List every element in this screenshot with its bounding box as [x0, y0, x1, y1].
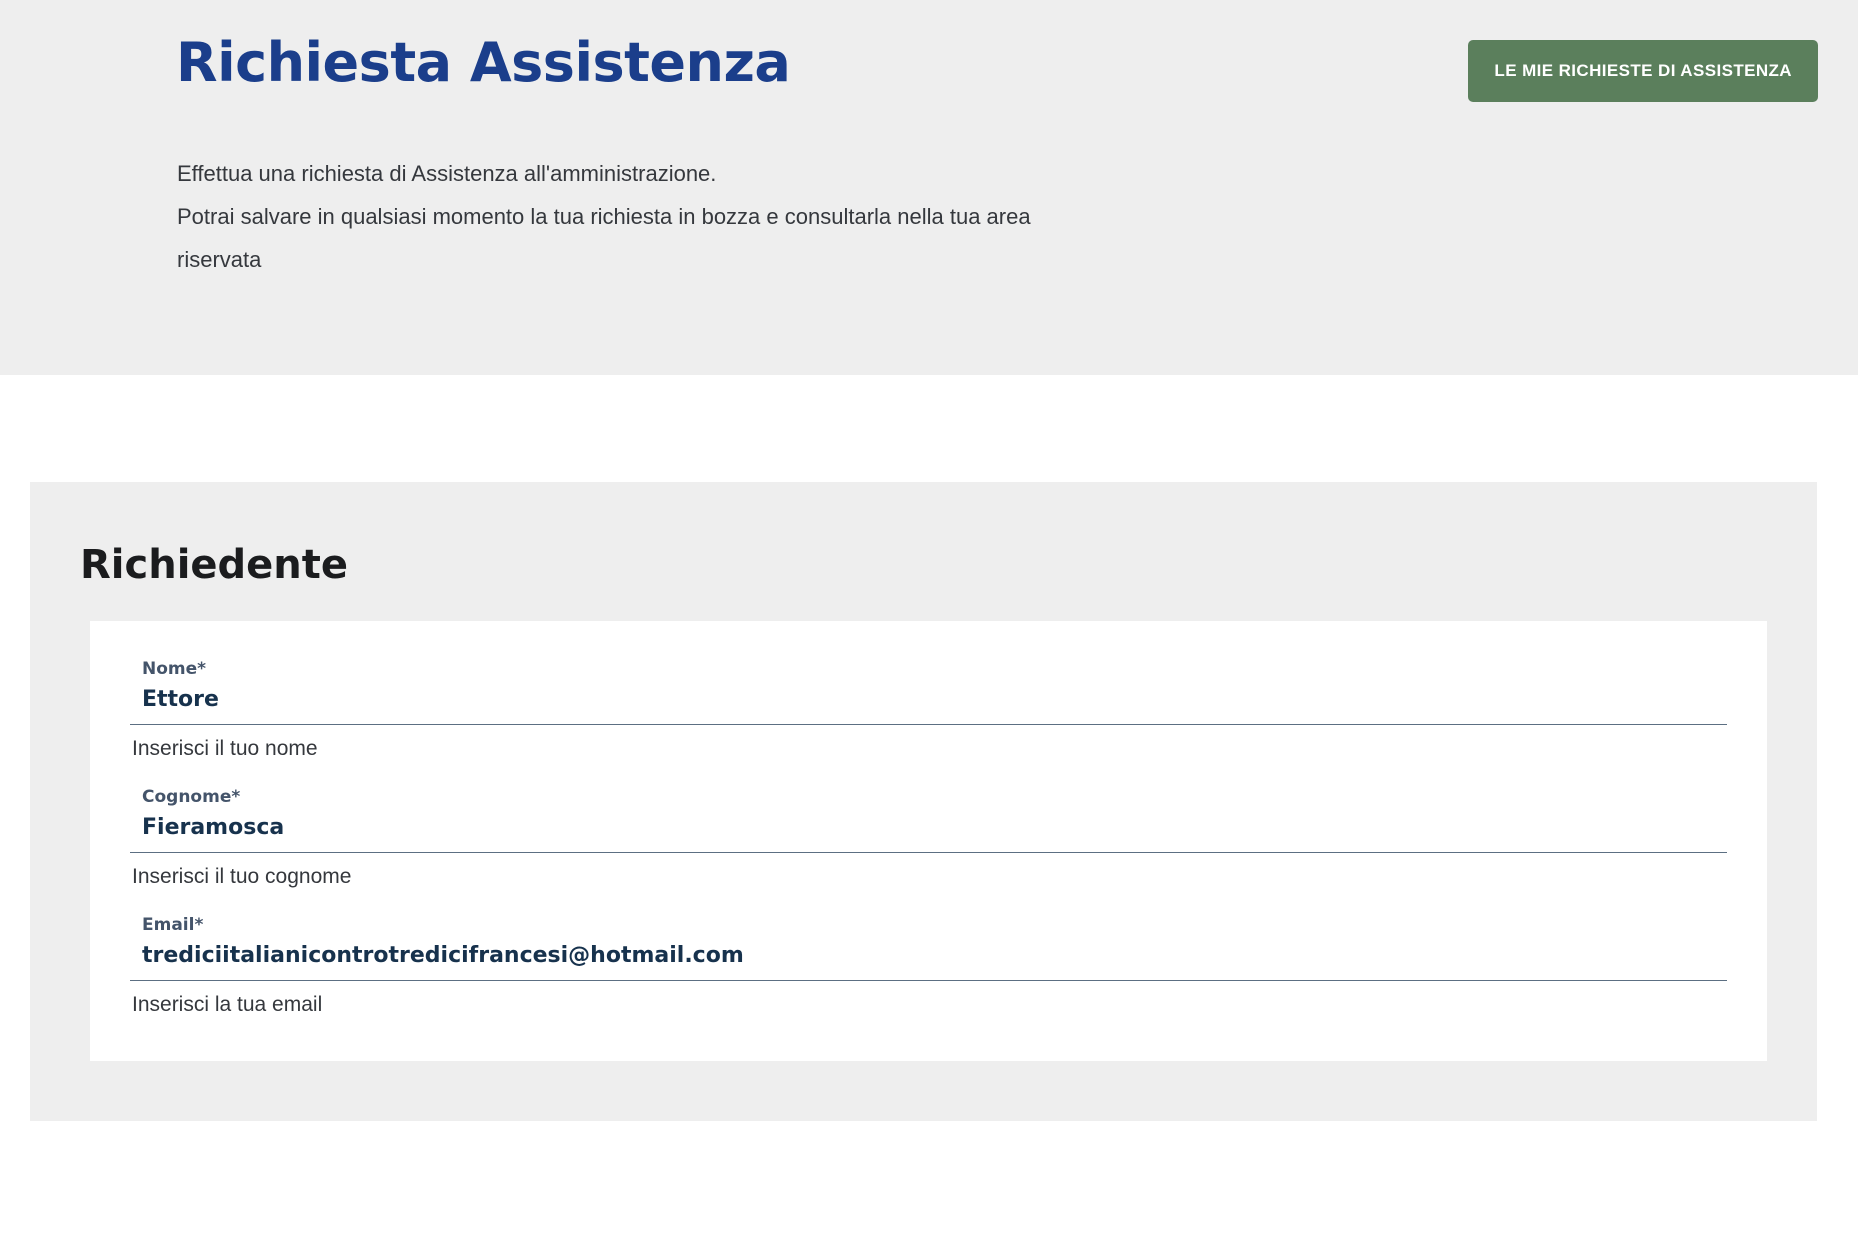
page-title: Richiesta Assistenza — [176, 31, 791, 94]
hero-description-line-1: Effettua una richiesta di Assistenza all'amministrazione. — [177, 161, 717, 186]
field-hint-nome: Inserisci il tuo nome — [132, 737, 318, 760]
hero-band — [0, 0, 1858, 375]
field-label-cognome: Cognome* — [142, 787, 241, 807]
cognome-input[interactable] — [130, 815, 1727, 853]
field-cognome — [130, 787, 1727, 889]
section-title-richiedente: Richiedente — [80, 542, 349, 588]
field-hint-email: Inserisci la tua email — [132, 993, 323, 1016]
requester-form — [90, 621, 1767, 1061]
field-label-email: Email* — [142, 915, 204, 935]
field-label-nome: Nome* — [142, 659, 207, 679]
field-nome — [130, 659, 1727, 761]
hero-description — [177, 152, 1227, 281]
field-hint-cognome: Inserisci il tuo cognome — [132, 865, 352, 888]
hero-description-line-2: Potrai salvare in qualsiasi momento la tua richiesta in bozza e consultarla nella tua area — [177, 204, 1031, 229]
my-assistance-requests-button[interactable]: LE MIE RICHIESTE DI ASSISTENZA — [1468, 40, 1818, 102]
nome-input[interactable] — [130, 687, 1727, 725]
field-email — [130, 915, 1727, 1017]
email-input[interactable] — [130, 943, 1727, 981]
hero-description-line-3: riservata — [177, 247, 262, 272]
requester-form-panel — [30, 482, 1817, 1121]
